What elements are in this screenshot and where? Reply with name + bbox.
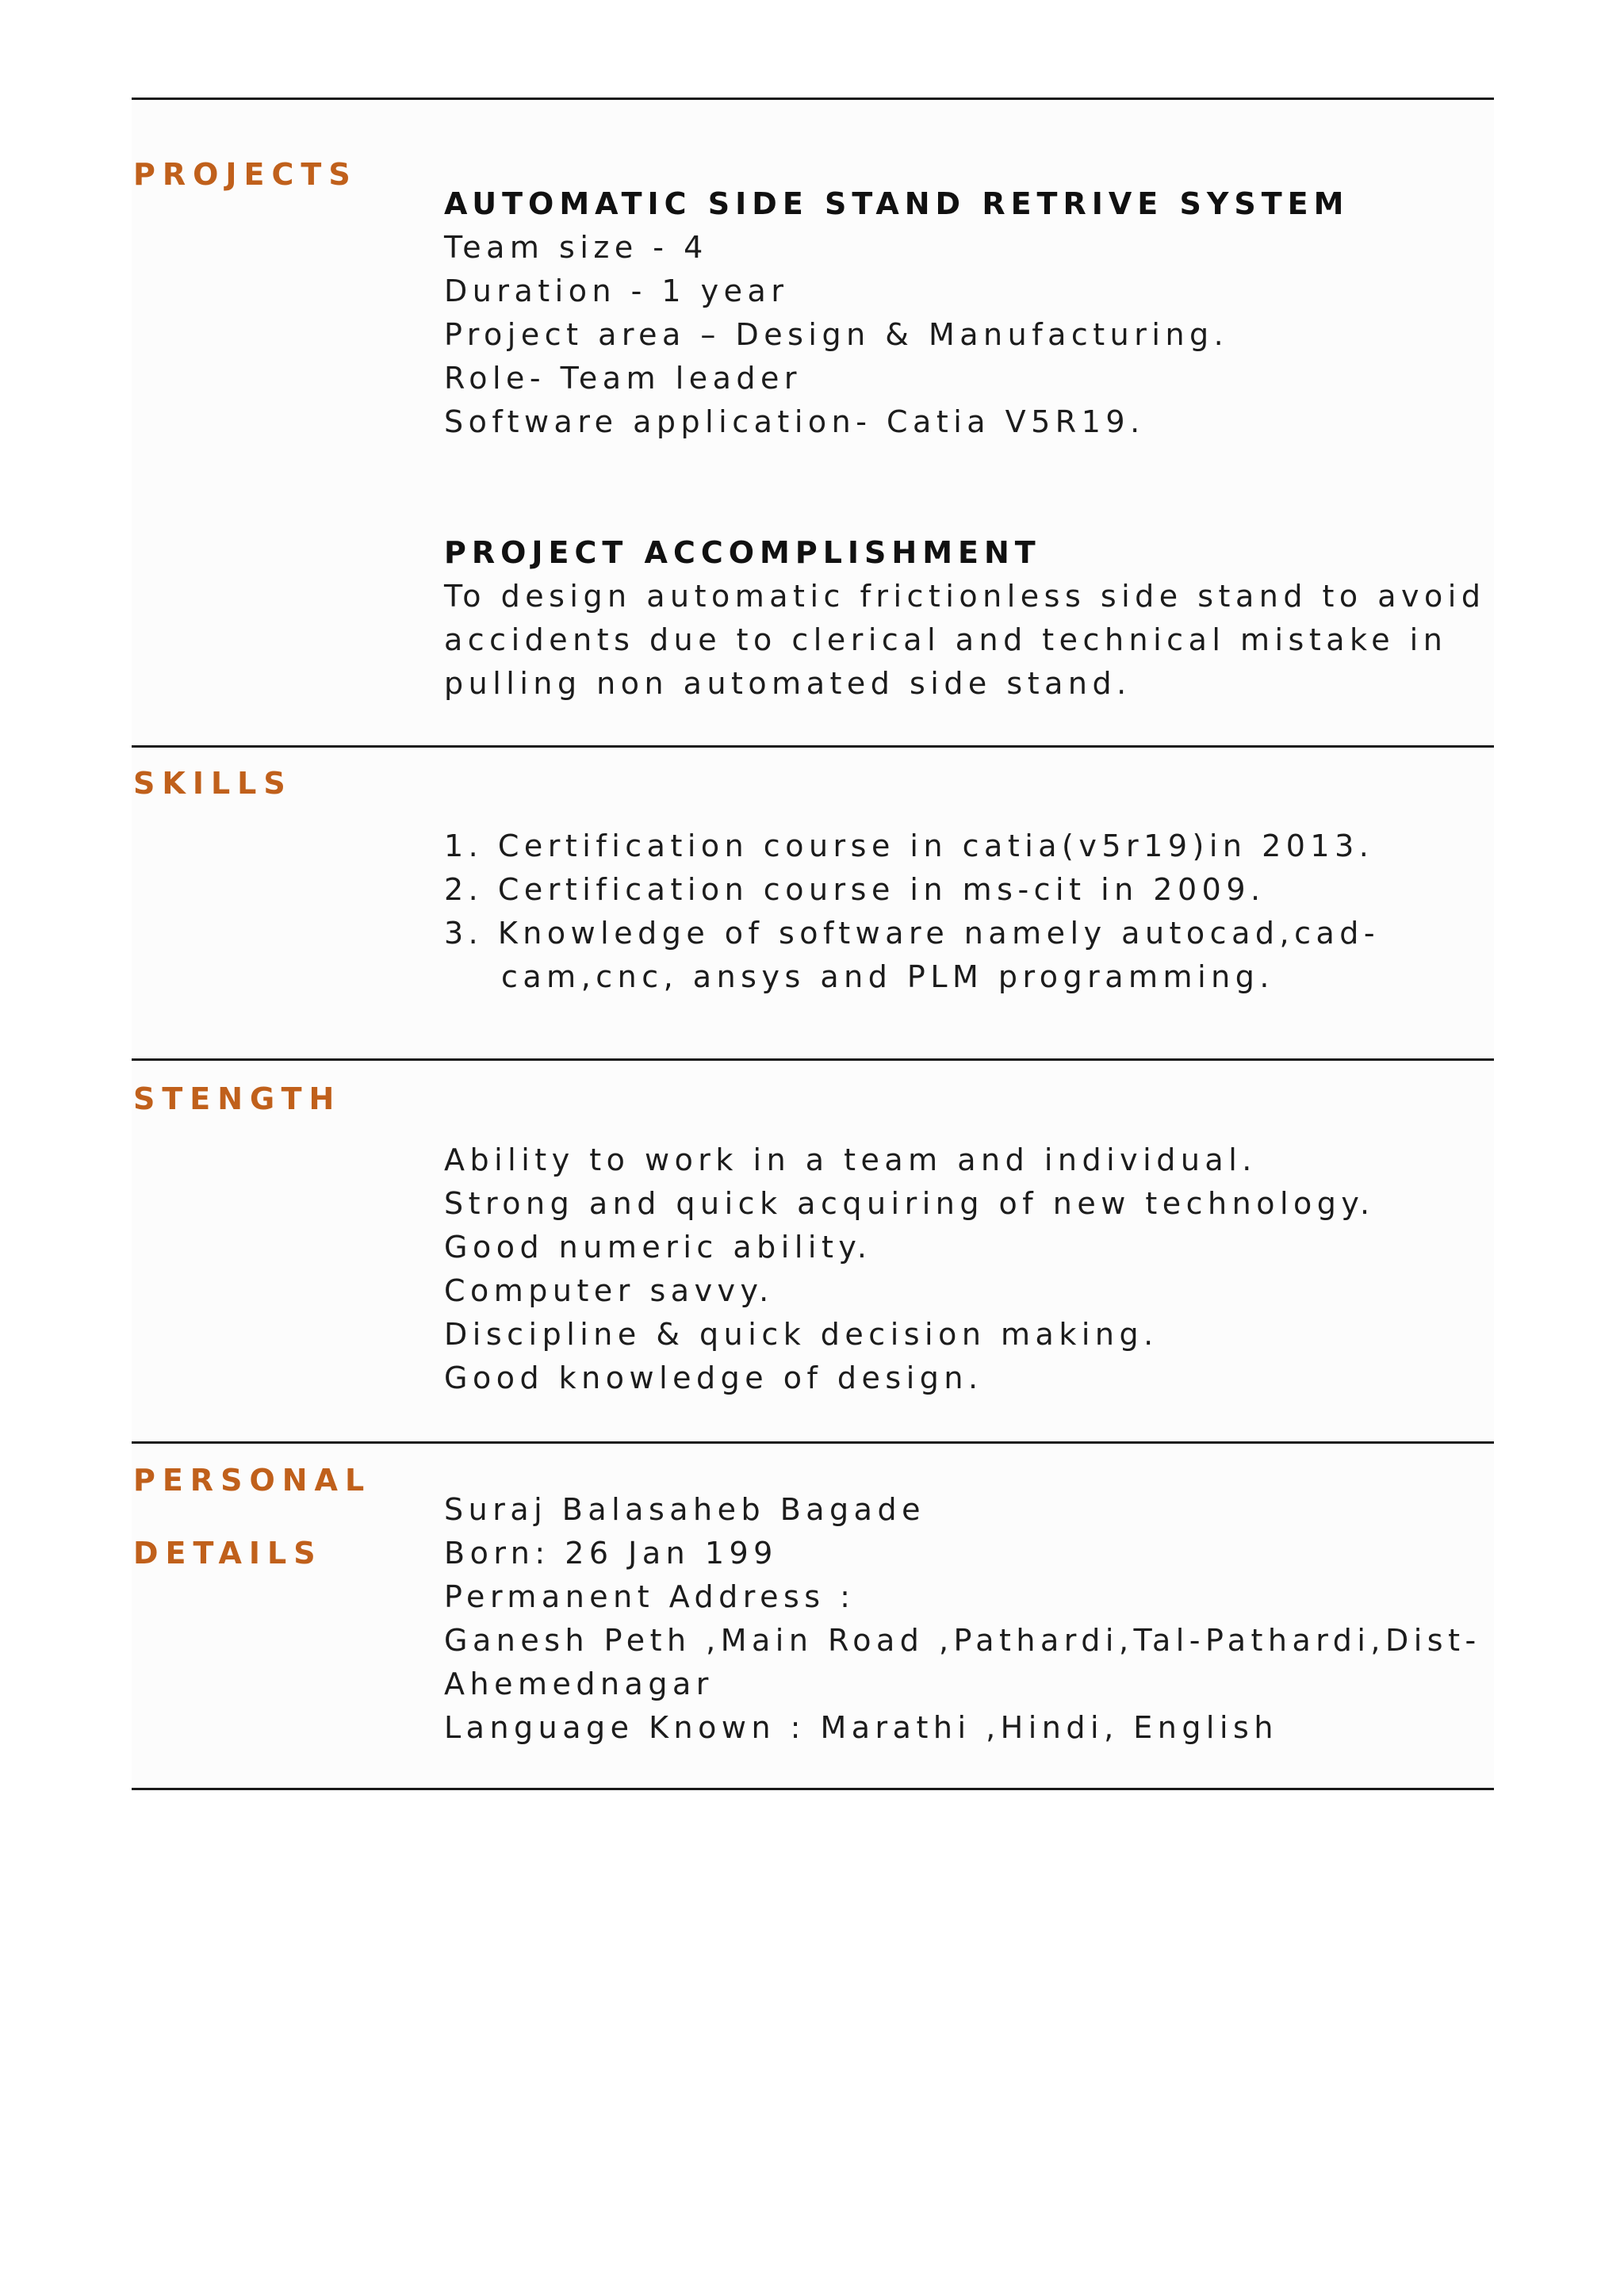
- project-detail: Team size - 4: [444, 230, 708, 265]
- accomplishment-line: accidents due to clerical and technical mistake in: [444, 622, 1448, 657]
- project-name: AUTOMATIC SIDE STAND RETRIVE SYSTEM: [444, 186, 1350, 221]
- bottom-divider: [132, 1788, 1494, 1790]
- divider-projects-skills: [132, 745, 1494, 748]
- strength-item: Ability to work in a team and individual.: [444, 1142, 1257, 1177]
- skill-item: 1. Certification course in catia(v5r19)in 2013.: [444, 828, 1374, 863]
- divider-strength-personal: [132, 1441, 1494, 1444]
- skills-heading: SKILLS: [133, 766, 293, 801]
- strength-heading: STENGTH: [133, 1081, 342, 1116]
- personal-details: [444, 1488, 1481, 1750]
- strength-item: Discipline & quick decision making.: [444, 1317, 1159, 1352]
- divider-skills-strength: [132, 1058, 1494, 1061]
- personal-heading-line2: DETAILS: [133, 1536, 323, 1571]
- accomplishment-line: To design automatic frictionless side stand to avoid: [444, 579, 1486, 614]
- strength-item: Computer savvy.: [444, 1273, 774, 1308]
- projects-content: [444, 182, 1349, 444]
- strength-item: Good numeric ability.: [444, 1230, 872, 1265]
- skill-item-continuation: cam,cnc, ansys and PLM programming.: [501, 959, 1274, 994]
- personal-address-label: Permanent Address :: [444, 1579, 856, 1614]
- projects-heading: PROJECTS: [133, 157, 358, 192]
- personal-heading-line1: PERSONAL: [133, 1463, 372, 1498]
- personal-address-cont: Ahemednagar: [444, 1667, 714, 1701]
- strength-list: [444, 1138, 1375, 1400]
- strength-item: Strong and quick acquiring of new technology.: [444, 1186, 1375, 1221]
- personal-address: Ganesh Peth ,Main Road ,Pathardi,Tal-Pathardi,Dist-: [444, 1623, 1481, 1658]
- project-detail: Role- Team leader: [444, 361, 802, 396]
- skills-list: [444, 825, 1380, 999]
- accomplishment-line: pulling non automated side stand.: [444, 666, 1132, 701]
- personal-languages: Language Known : Marathi ,Hindi, English: [444, 1710, 1278, 1745]
- accomplishment-content: [444, 531, 1485, 706]
- strength-item: Good knowledge of design.: [444, 1360, 983, 1395]
- project-detail: Project area – Design & Manufacturing.: [444, 317, 1229, 352]
- top-divider: [132, 98, 1494, 100]
- accomplishment-heading: PROJECT ACCOMPLISHMENT: [444, 535, 1041, 570]
- skill-item: 3. Knowledge of software namely autocad,cad-: [444, 916, 1381, 951]
- project-detail: Software application- Catia V5R19.: [444, 404, 1145, 439]
- project-detail: Duration - 1 year: [444, 274, 789, 308]
- personal-birth: Born: 26 Jan 199: [444, 1536, 778, 1571]
- skill-item: 2. Certification course in ms-cit in 2009.: [444, 872, 1266, 907]
- personal-name: Suraj Balasaheb Bagade: [444, 1492, 925, 1527]
